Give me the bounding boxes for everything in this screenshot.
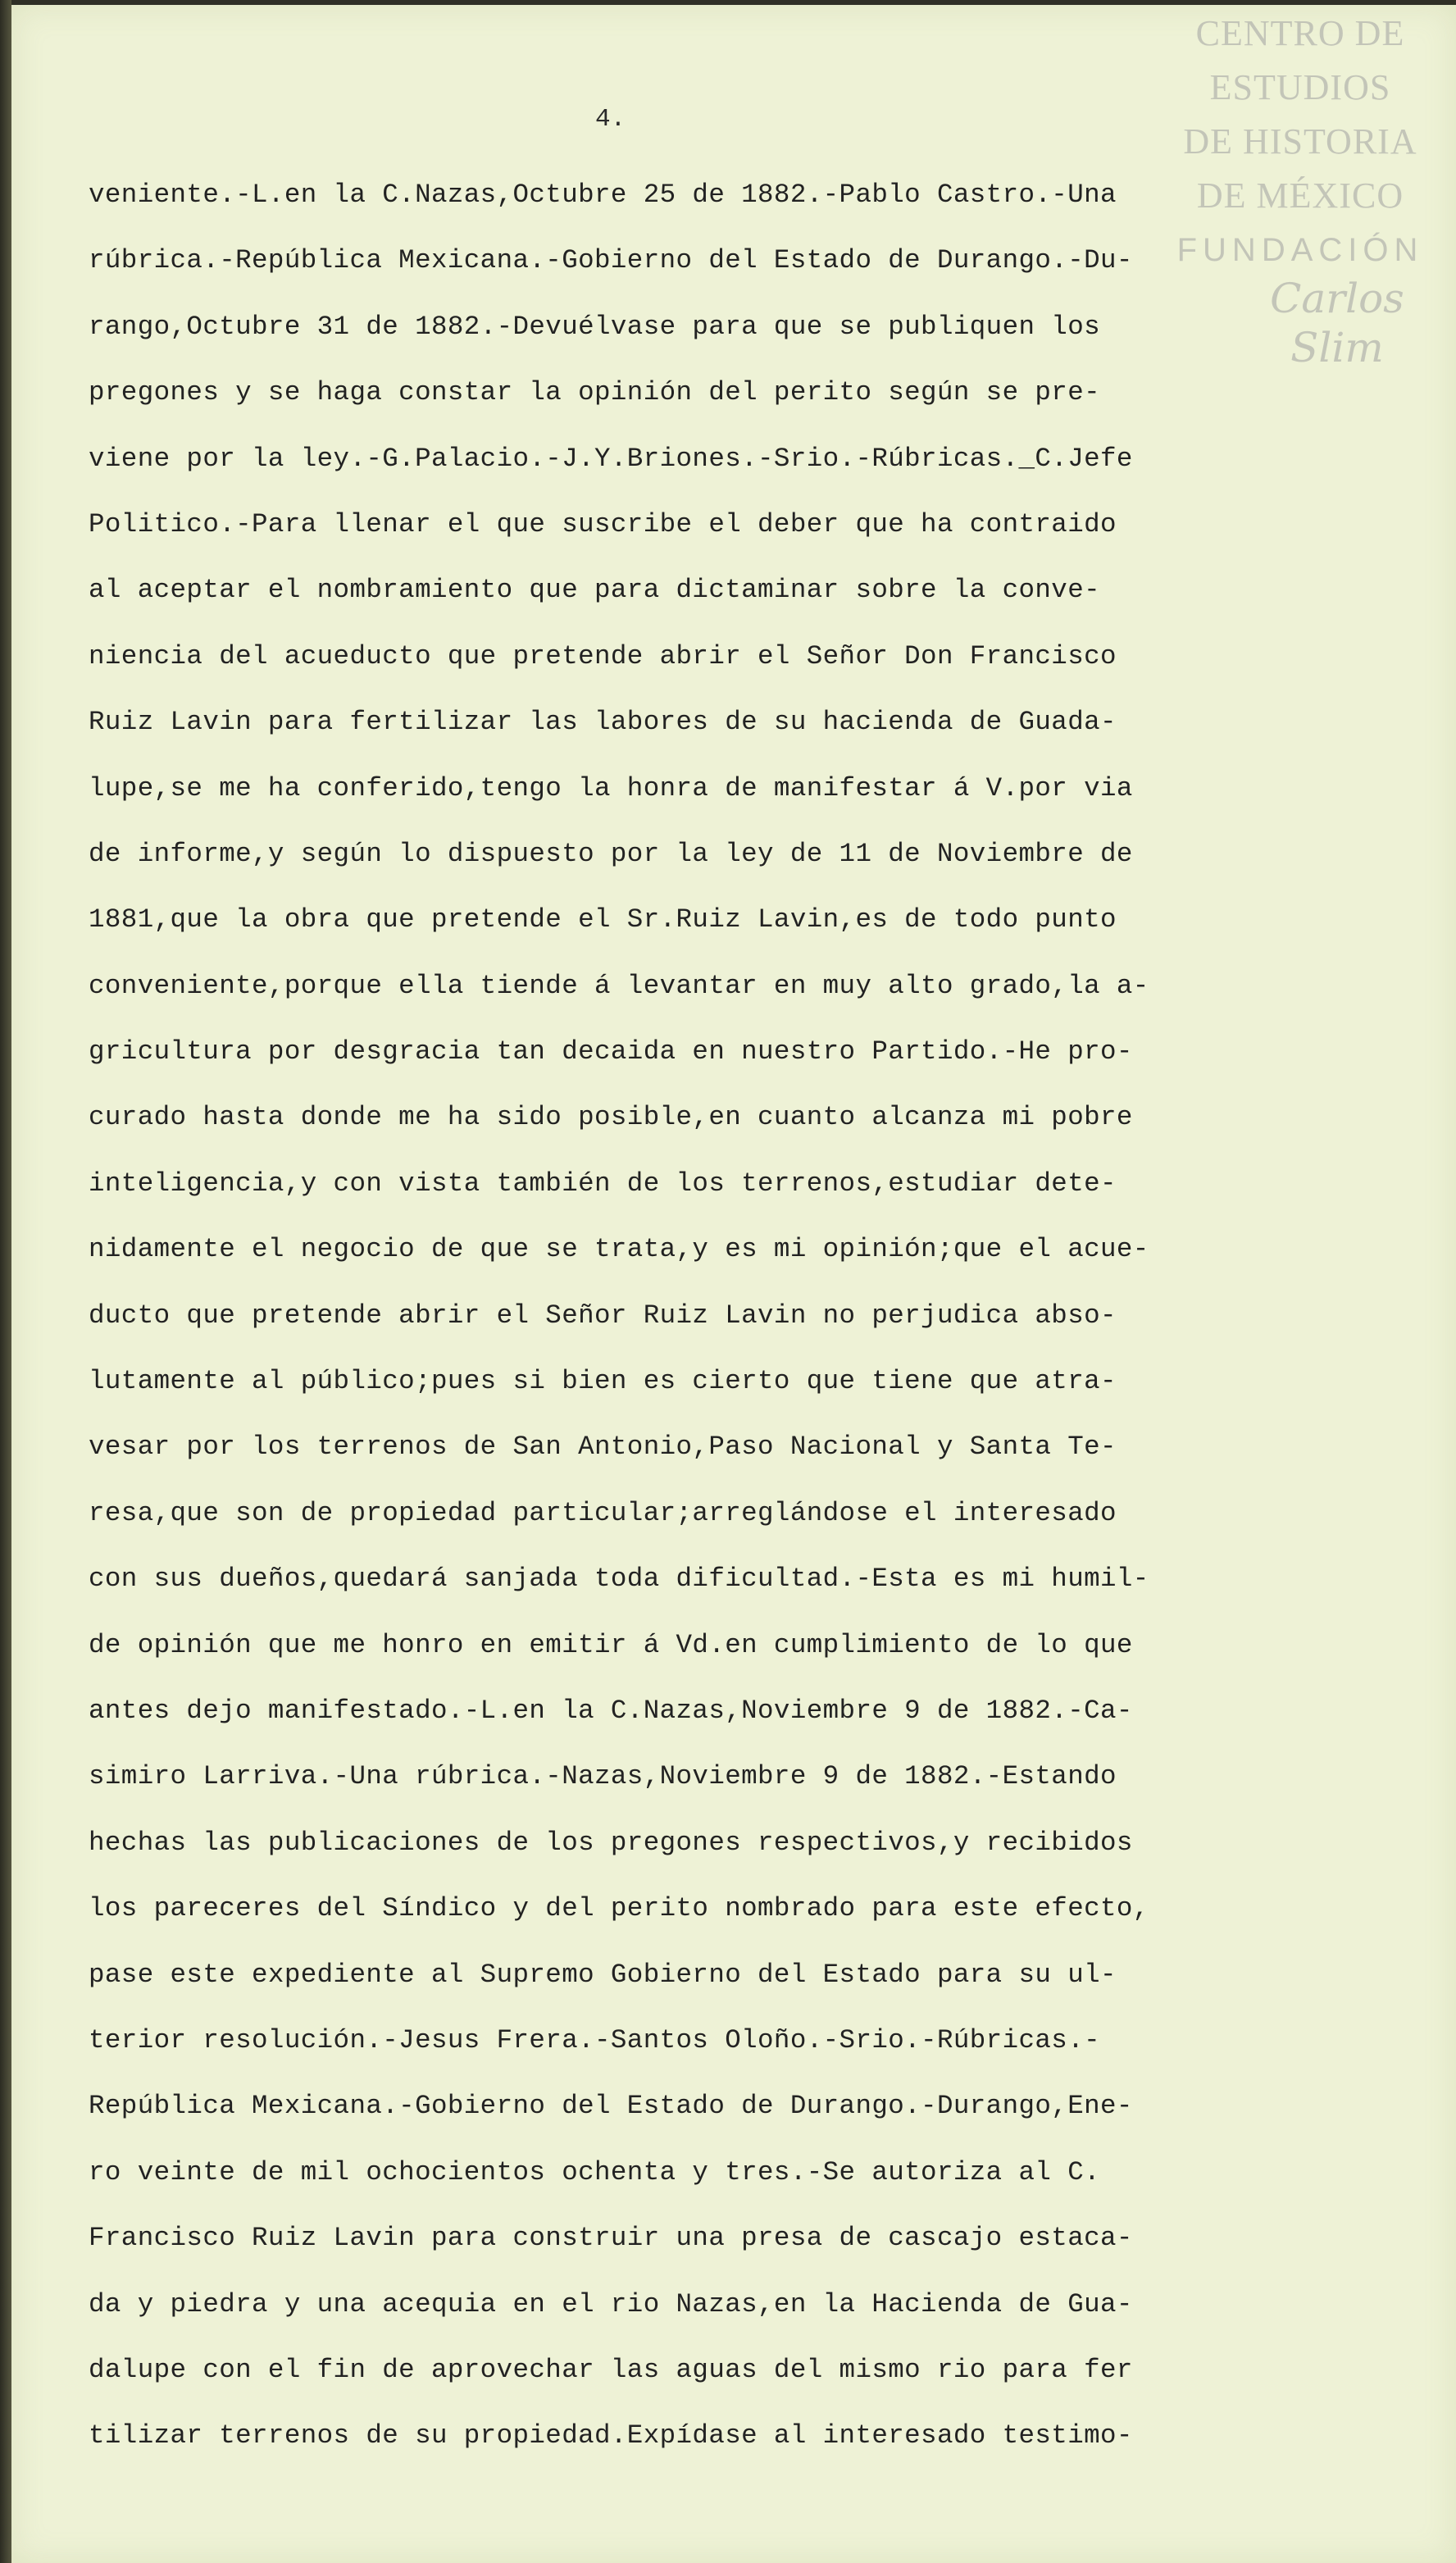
text-line: con sus dueños,quedará sanjada toda dificultad.-Esta es mi humil- bbox=[89, 1564, 1149, 1595]
archive-watermark bbox=[1153, 7, 1448, 372]
watermark-line: DE HISTORIA bbox=[1183, 121, 1417, 162]
text-line: pase este expediente al Supremo Gobierno del Estado para su ul- bbox=[89, 1959, 1117, 1990]
scan-binding-shadow bbox=[0, 0, 11, 2563]
text-line: tilizar terrenos de su propiedad.Expídase al interesado testimo- bbox=[89, 2420, 1133, 2451]
document-page bbox=[11, 5, 1456, 2563]
text-line: lupe,se me ha conferido,tengo la honra de manifestar á V.por via bbox=[89, 772, 1133, 803]
text-line: gricultura por desgracia tan decaida en nuestro Partido.-He pro- bbox=[89, 1036, 1133, 1068]
text-line: curado hasta donde me ha sido posible,en cuanto alcanza mi pobre bbox=[89, 1102, 1133, 1133]
text-line: hechas las publicaciones de los pregones respectivos,y recibidos bbox=[89, 1827, 1133, 1858]
text-line: República Mexicana.-Gobierno del Estado de Durango.-Durango,Ene- bbox=[89, 2091, 1133, 2122]
text-line: inteligencia,y con vista también de los terrenos,estudiar dete- bbox=[89, 1168, 1117, 1199]
text-line: antes dejo manifestado.-L.en la C.Nazas,Noviembre 9 de 1882.-Ca- bbox=[89, 1695, 1133, 1726]
text-line: resa,que son de propiedad particular;arreglándose el interesado bbox=[89, 1497, 1117, 1528]
text-line: nidamente el negocio de que se trata,y es mi opinión;que el acue- bbox=[89, 1234, 1149, 1265]
text-line: de informe,y según lo dispuesto por la ley de 11 de Noviembre de bbox=[89, 838, 1133, 869]
text-line: los pareceres del Síndico y del perito nombrado para este efecto, bbox=[89, 1893, 1149, 1924]
watermark-line: ESTUDIOS bbox=[1209, 67, 1391, 107]
text-line: Politico.-Para llenar el que suscribe el deber que ha contraido bbox=[89, 508, 1117, 539]
text-line: conveniente,porque ella tiende á levantar en muy alto grado,la a- bbox=[89, 970, 1149, 1001]
text-line: 1881,que la obra que pretende el Sr.Ruiz Lavin,es de todo punto bbox=[89, 904, 1117, 936]
text-line: dalupe con el fin de aprovechar las aguas del mismo rio para fer bbox=[89, 2354, 1133, 2385]
typed-body-text bbox=[89, 162, 1384, 2470]
text-line: viene por la ley.-G.Palacio.-J.Y.Briones.-Srio.-Rúbricas._C.Jefe bbox=[89, 443, 1133, 474]
text-line: ro veinte de mil ochocientos ochenta y tres.-Se autoriza al C. bbox=[89, 2156, 1100, 2187]
text-line: vesar por los terrenos de San Antonio,Paso Nacional y Santa Te- bbox=[89, 1432, 1117, 1463]
text-line: lutamente al público;pues si bien es cierto que tiene que atra- bbox=[89, 1366, 1117, 1397]
text-line: da y piedra y una acequia en el rio Nazas,en la Hacienda de Gua- bbox=[89, 2288, 1133, 2319]
watermark-signature: Carlos Slim bbox=[1270, 275, 1404, 371]
watermark-line: DE MÉXICO bbox=[1196, 175, 1404, 216]
text-line: ducto que pretende abrir el Señor Ruiz Lavin no perjudica abso- bbox=[89, 1300, 1117, 1331]
page-number: 4. bbox=[595, 105, 626, 134]
text-line: veniente.-L.en la C.Nazas,Octubre 25 de 1882.-Pablo Castro.-Una bbox=[89, 180, 1117, 210]
watermark-line: CENTRO DE bbox=[1195, 13, 1405, 53]
text-line: Francisco Ruiz Lavin para construir una presa de cascajo estaca- bbox=[89, 2223, 1133, 2254]
text-line: al aceptar el nombramiento que para dictaminar sobre la conve- bbox=[89, 575, 1100, 606]
text-line: niencia del acueducto que pretende abrir el Señor Don Francisco bbox=[89, 640, 1117, 671]
text-line: terior resolución.-Jesus Frera.-Santos Oloño.-Srio.-Rúbricas.- bbox=[89, 2024, 1100, 2055]
text-line: rúbrica.-República Mexicana.-Gobierno del Estado de Durango.-Du- bbox=[89, 245, 1133, 276]
text-line: pregones y se haga constar la opinión del perito según se pre- bbox=[89, 377, 1100, 408]
text-line: rango,Octubre 31 de 1882.-Devuélvase para que se publiquen los bbox=[89, 311, 1100, 342]
text-line: de opinión que me honro en emitir á Vd.en cumplimiento de lo que bbox=[89, 1629, 1133, 1660]
text-line: simiro Larriva.-Una rúbrica.-Nazas,Noviembre 9 de 1882.-Estando bbox=[89, 1761, 1117, 1792]
watermark-foundation: FUNDACIÓN bbox=[1176, 232, 1424, 268]
text-line: Ruiz Lavin para fertilizar las labores de su hacienda de Guada- bbox=[89, 707, 1117, 738]
